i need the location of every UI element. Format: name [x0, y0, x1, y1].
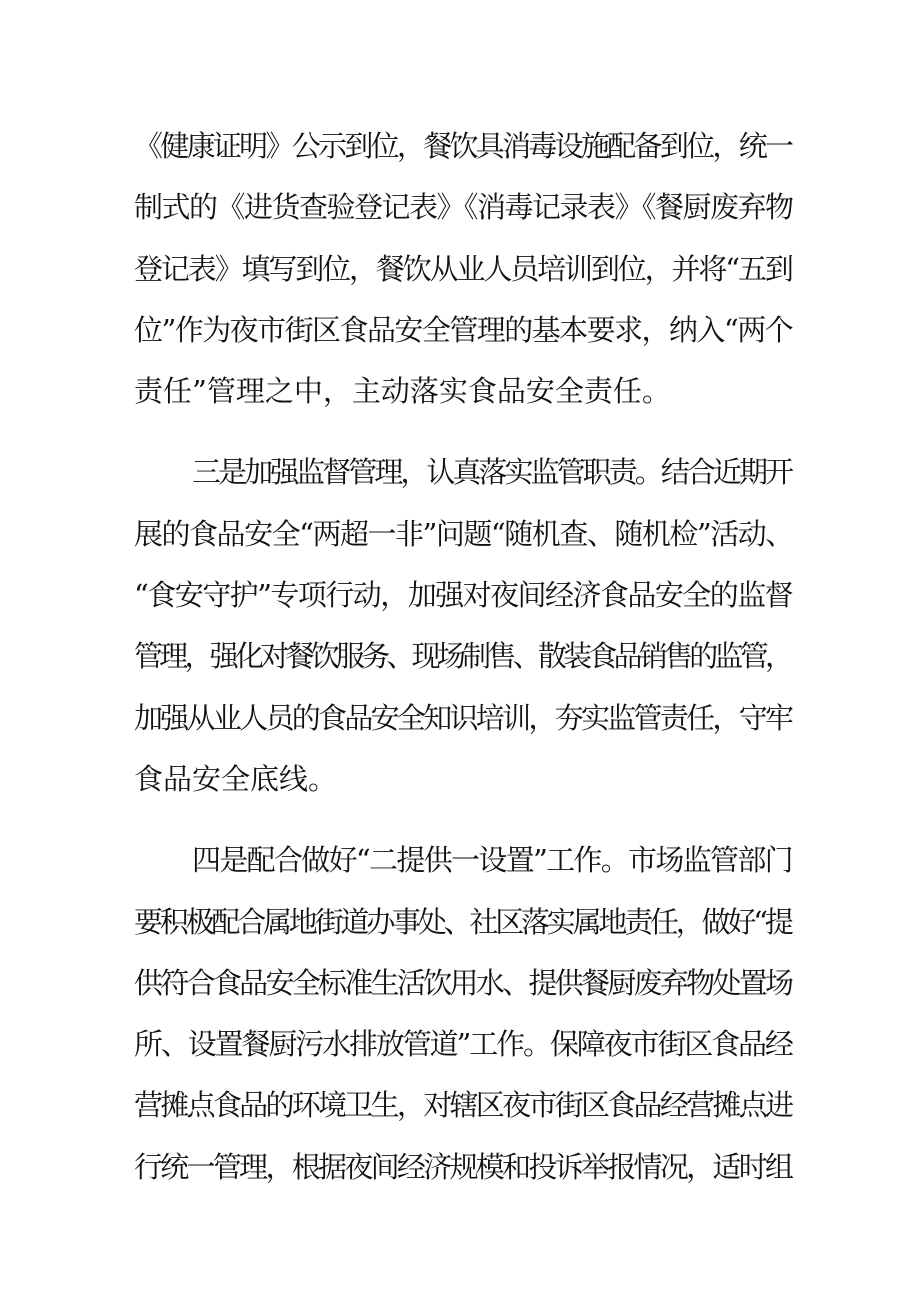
document-body — [134, 116, 794, 1198]
text-line: “食安守护”专项行动，加强对夜间经济食品安全的监督 — [134, 578, 793, 613]
text-line: 制式的《进货查验登记表》《消毒记录表》《餐厨废弃物 — [134, 190, 793, 225]
text-line: 四是配合做好“二提供一设置”工作。市场监管部门 — [192, 843, 792, 878]
text-line: 位”作为夜市街区食品安全管理的基本要求，纳入“两个 — [134, 312, 793, 347]
text-line: 责任”管理之中，主动落实食品安全责任。 — [134, 374, 671, 409]
text-line: 行统一管理，根据夜间经济规模和投诉举报情况，适时组 — [134, 1149, 792, 1184]
text-line: 展的食品安全“两超一非”问题“随机查、随机检”活动、 — [134, 516, 793, 551]
paragraph — [134, 442, 794, 810]
text-line: 《健康证明》公示到位，餐饮具消毒设施配备到位，统一 — [134, 129, 792, 163]
text-line: 三是加强监督管理，认真落实监管职责。结合近期开 — [192, 455, 792, 490]
text-line: 管理，强化对餐饮服务、现场制售、散装食品销售的监管， — [134, 639, 791, 674]
text-line: 所、设置餐厨污水排放管道”工作。保障夜市街区食品经 — [134, 1027, 792, 1062]
text-line: 营摊点食品的环境卫生，对辖区夜市街区食品经营摊点进 — [134, 1088, 792, 1123]
text-line: 要积极配合属地街道办事处、社区落实属地责任，做好“提 — [134, 904, 791, 939]
paragraph — [134, 830, 794, 1198]
text-line: 食品安全底线。 — [134, 761, 338, 796]
paragraph — [134, 116, 794, 422]
text-line: 登记表》填写到位，餐饮从业人员培训到位，并将“五到 — [134, 251, 792, 286]
text-line: 加强从业人员的食品安全知识培训，夯实监管责任，守牢 — [134, 700, 792, 735]
text-line: 供符合食品安全标准生活饮用水、提供餐厨废弃物处置场 — [134, 965, 792, 1000]
